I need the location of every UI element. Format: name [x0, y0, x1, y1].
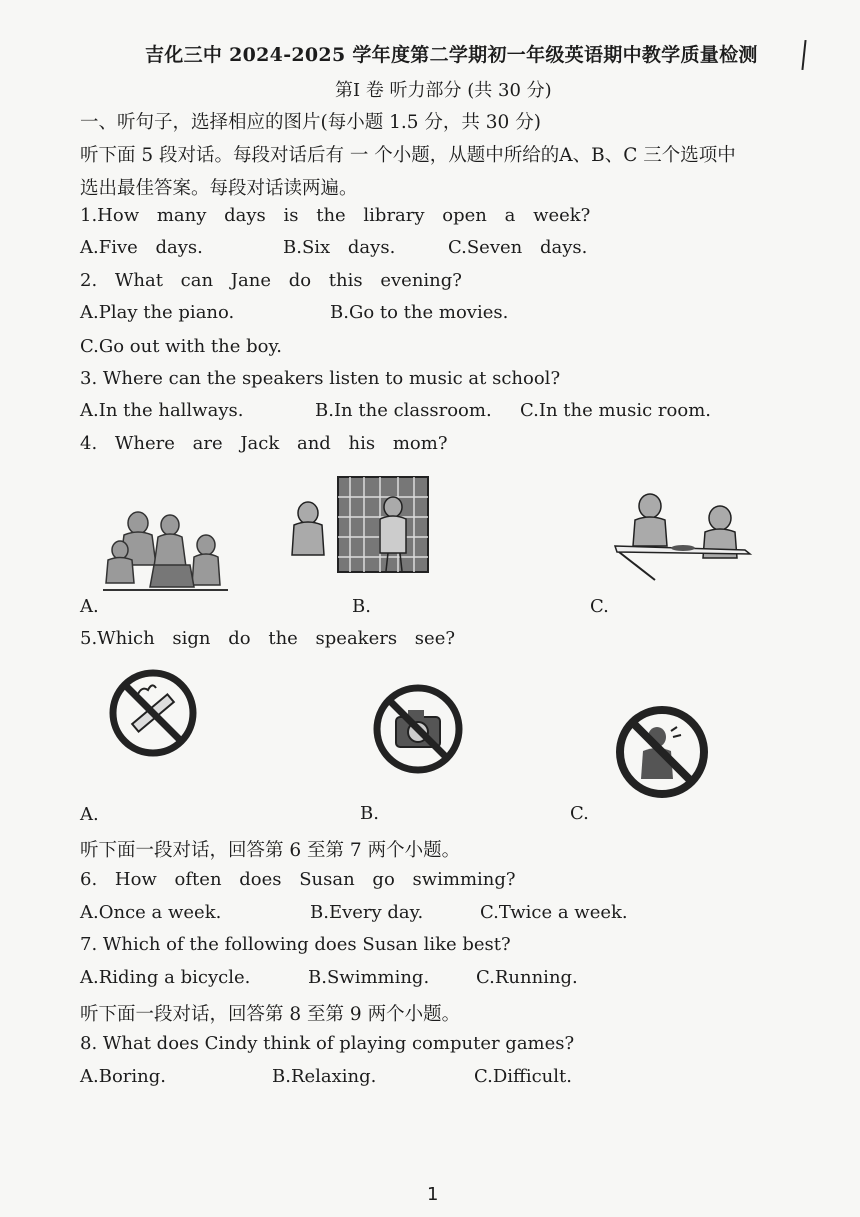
q3-option-b: B.In the classroom.: [315, 400, 492, 421]
q7-option-b: B.Swimming.: [308, 967, 430, 988]
q7-option-c: C.Running.: [476, 967, 578, 988]
instruction-line-2: 选出最佳答案。每段对话读两遍。: [80, 178, 358, 199]
q1-option-a: A.Five days.: [80, 237, 203, 258]
q8-option-c: C.Difficult.: [474, 1066, 572, 1087]
question-8: 8. What does Cindy think of playing computer games?: [80, 1033, 575, 1054]
instruction-q8-q9: 听下面一段对话，回答第 8 至第 9 两个小题。: [80, 1004, 461, 1025]
q5-option-a: A.: [80, 804, 99, 825]
q6-option-b: B.Every day.: [310, 902, 424, 923]
question-2: 2. What can Jane do this evening?: [80, 270, 462, 291]
q1-option-c: C.Seven days.: [448, 237, 588, 258]
part-subtitle: 第I 卷 听力部分 (共 30 分): [335, 80, 552, 101]
q2-option-c: C.Go out with the boy.: [80, 336, 282, 357]
question-4: 4. Where are Jack and his mom?: [80, 433, 448, 454]
picture-dining: [605, 488, 760, 583]
no-camera-sign-icon: [372, 683, 464, 775]
q3-option-a: A.In the hallways.: [80, 400, 244, 421]
no-noise-sign-icon: [615, 705, 710, 800]
q7-option-a: A.Riding a bicycle.: [80, 967, 251, 988]
q2-option-a: A.Play the piano.: [80, 302, 235, 323]
q3-option-c: C.In the music room.: [520, 400, 712, 421]
picture-library: [288, 475, 433, 575]
question-5: 5.Which sign do the speakers see?: [80, 628, 455, 649]
no-smoking-sign-icon: [108, 668, 198, 758]
section-heading: 一、听句子，选择相应的图片(每小题 1.5 分，共 30 分): [80, 112, 541, 133]
q2-option-b: B.Go to the movies.: [330, 302, 509, 323]
q6-option-a: A.Once a week.: [80, 902, 222, 923]
question-3: 3. Where can the speakers listen to music at school?: [80, 368, 561, 389]
q4-option-c: C.: [590, 596, 609, 617]
q8-option-a: A.Boring.: [80, 1066, 166, 1087]
q1-option-b: B.Six days.: [283, 237, 396, 258]
q4-option-a: A.: [80, 596, 99, 617]
instruction-line-1: 听下面 5 段对话。每段对话后有 一 个小题，从题中所给的A、B、C 三个选项中: [80, 145, 736, 166]
q8-option-b: B.Relaxing.: [272, 1066, 377, 1087]
q6-option-c: C.Twice a week.: [480, 902, 628, 923]
question-7: 7. Which of the following does Susan like best?: [80, 934, 511, 955]
picture-family-party: [98, 505, 233, 595]
page-number: 1: [427, 1184, 439, 1205]
question-6: 6. How often does Susan go swimming?: [80, 869, 516, 890]
q5-option-c: C.: [570, 803, 589, 824]
question-1: 1.How many days is the library open a week?: [80, 205, 591, 226]
q5-option-b: B.: [360, 803, 379, 824]
q4-option-b: B.: [352, 596, 371, 617]
instruction-q6-q7: 听下面一段对话，回答第 6 至第 7 两个小题。: [80, 840, 461, 861]
margin-mark: [801, 40, 806, 70]
exam-title: 吉化三中 2024-2025 学年度第二学期初一年级英语期中教学质量检测: [145, 44, 758, 66]
